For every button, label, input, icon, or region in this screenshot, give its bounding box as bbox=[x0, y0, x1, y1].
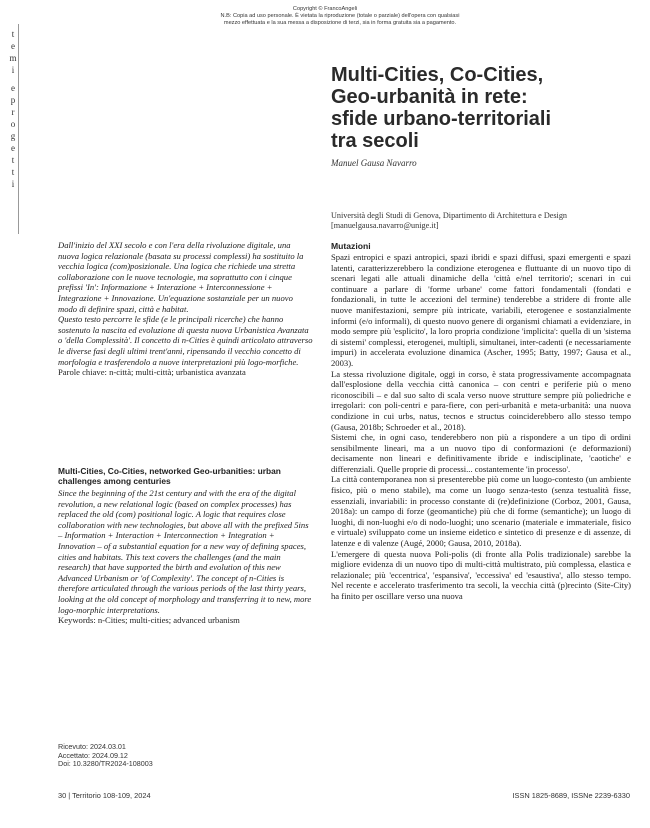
abstract-italian bbox=[58, 240, 313, 378]
body-paragraph: Spazi entropici e spazi antropici, spazi ibridi e spazi diffusi, spazi emergenti e spazi latenti, caratterizzerebbero la condizione eterogenea e fluttuante di un nuovo tipo di scenari legati alle attuali dinamiche della 'città e/nel territorio'; scenari in cui continuare a parlare di 'forme urbane' come fattori fondamentali (fondati e fondazionali, in tutte le accezioni del termine) tenderebbe a stridere di fronte alle nuove manifestazioni, sempre più intricate, variabili, eterogenee e sostanzialmente informi (e/o informali), di questo nuovo genere di organismi chiamati a evidenziare, in modo sempre più 'esplicito', la loro propria condizione 'implicita': quella di un 'sistema di sistemi' complessi, eterogenei, multipli, simultanei, inter-cadenti (e necessariamente impuri) in accelerata evoluzione dinamica (Ascher, 1995; Batty, 1997; Gausa et al., 2003). bbox=[331, 252, 631, 368]
copyright-notice bbox=[0, 6, 650, 27]
section-label-letter: t bbox=[11, 167, 15, 177]
section-divider bbox=[18, 24, 19, 234]
section-label-letter: e bbox=[11, 41, 15, 51]
section-label-letter: p bbox=[10, 95, 16, 105]
abstract-paragraph: Since the beginning of the 21st century and with the era of the digital revolution, a new relational logic (based on complex processes) has replaced the old (com) positional logic. A logic that requires close collaboration with new technologies, but above all with the prefixed 5ins – Information + Interaction + Interconnection + Integration + Innovation – of a substantial equation for a new way of defining spaces, cities and habitats. This text covers the challenges (and the main research) that have supported the birth and evolution of this new Advanced Urbanism or 'of Complexity'. The concept of n-Cities is therefore articulated through the various periods of the last thirty years, looking at the old concept of morphology and transferring it to new, more logo-morphic interpretations. bbox=[58, 488, 312, 615]
body-paragraph: Sistemi che, in ogni caso, tenderebbero non più a rispondere a un tipo di ordini sensibilmente lineari, ma a un nuovo tipo di conformazioni (e deformazioni) decisamente non lineari e definitivamente ibride e indisciplinate, 'caotiche' e differenziali. Quelle proprie di processi... costantemente 'in processo'. bbox=[331, 432, 631, 474]
footer-page-info: 30 | Territorio 108-109, 2024 bbox=[58, 791, 151, 800]
accepted-date: Accettato: 2024.09.12 bbox=[58, 750, 128, 760]
affiliation-institution: Università degli Studi di Genova, Dipartimento di Architettura e Design bbox=[331, 211, 568, 220]
abstract-paragraph: Dall'inizio del XXI secolo e con l'era della rivoluzione digitale, una nuova logica relazionale (basata su processi complessi) ha sostituito la vecchia logica (com)posizionale. Una logica che richiede una stretta collaborazione con le nuove tecnologie, ma soprattutto con i cinque prefissi 'In': Informazione + Interazione + Interconnessione + Integrazione + Innovazione. Un'equazione sostanziale per un nuovo modo di definire spazi, città e habitat. bbox=[58, 240, 304, 314]
received-date: Ricevuto: 2024.03.01 bbox=[58, 742, 126, 751]
article-dates bbox=[58, 743, 153, 769]
section-label-letter: i bbox=[11, 65, 15, 75]
copyright-line: Copyright © FrancoAngeli bbox=[292, 6, 358, 12]
keywords-italian: Parole chiave: n-città; multi-città; urbanistica avanzata bbox=[58, 367, 246, 378]
section-label-letter: g bbox=[10, 131, 16, 141]
section-heading: Mutazioni bbox=[331, 241, 371, 251]
doi[interactable]: Doi: 10.3280/TR2024-108003 bbox=[58, 759, 153, 769]
section-label-letter: i bbox=[11, 179, 15, 189]
abstract-paragraph: Questo testo percorre le sfide (e le principali ricerche) che hanno sostenuto la nascita ed evoluzione di questa nuova Urbanistica Avanzata o 'della Complessità'. Il concetto di n-Cities è quindi articolato attraverso le diverse fasi degli ultimi trent'anni, ripensando il vecchio concetto di morfologia e trasferendolo a nuove interpretazioni più logo-morfiche. bbox=[58, 314, 313, 367]
footer-issn: ISSN 1825-8689, ISSNe 2239-6330 bbox=[512, 791, 630, 800]
copyright-note-line: mezzo effettuata e la sua messa a disposizione di terzi, sia in forma gratuita sia a pagamento. bbox=[223, 20, 457, 26]
section-label-letter: m bbox=[9, 53, 17, 63]
title-line: sfide urbano-territoriali bbox=[331, 108, 552, 130]
copyright-note-line: N.B: Copia ad uso personale. È vietata la riproduzione (totale o parziale) dell'opera con qualsiasi bbox=[220, 13, 460, 19]
article-author: Manuel Gausa Navarro bbox=[331, 158, 417, 168]
english-abstract-title: Multi-Cities, Co-Cities, networked Geo-urbanities: urban challenges among centuries bbox=[58, 466, 281, 487]
section-label-letter: e bbox=[11, 83, 15, 93]
keywords-english: Keywords: n-Cities; multi-cities; advanced urbanism bbox=[58, 615, 240, 626]
title-line: Multi-Cities, Co-Cities, bbox=[331, 64, 544, 86]
section-label-letter: o bbox=[10, 119, 16, 129]
body-paragraph: La stessa rivoluzione digitale, oggi in corso, è stata progressivamente accompagnata dall'esplosione della vecchia città canonica – con centri e periferie più o meno riconoscibili – e dal suo salto di scala verso nuove strutture sempre più poliedriche e irregolari: con poli-centri e para-fiere, con peri-urbanità e meta-urbanità: una nuova condizione in cui urbs, natus, tecnos e structus coinciderebbero allo stesso tempo (Gausa, 2018b; Schroeder et al., 2018). bbox=[331, 368, 631, 432]
body-paragraph: La città contemporanea non si presenterebbe più come un luogo-contesto (un ambiente fisico, più o meno stabile), ma come un luogo senza-testo (senza testualità fisse, essenziali, invariabili: in processo constante di (re)definizione (Corboz, 2001, Gausa, 2018a): un campo di forze (geomantiche) più che di forme (semantiche); un luogo di luoghi, di non-luoghi e/o di nodo-luoghi; uno scenario (materiale e immateriale, fisico e virtuale) sviluppato come un insieme eidetico e sintetico di presenze e di assenze, di latenze e di valenze (Augé, 2000; Gausa, 2010, 2018a). bbox=[331, 474, 631, 549]
affiliation-email: [manuelgausa.navarro@unige.it] bbox=[331, 221, 439, 230]
body-paragraph: L'emergere di questa nuova Poli-polis (di fronte alla Polis tradizionale) sarebbe la migliore evidenza di un nuovo tipo di multi-città multistrato, più complessa, elastica e relazionale; più 'eccentrica', 'espansiva', 'eccessiva' ed 'esaustiva', allo stesso tempo. Nel recente e accelerato trasferimento tra secoli, la vecchia città (p)recinto (Site-City) ha finito per oscillare verso una nuova bbox=[331, 548, 631, 601]
section-label-letter: t bbox=[11, 155, 15, 165]
article-title bbox=[331, 64, 631, 152]
author-affiliation bbox=[331, 211, 631, 231]
main-text-column bbox=[331, 241, 631, 602]
abstract-english bbox=[58, 488, 313, 626]
title-line: Geo-urbanità in rete: bbox=[331, 86, 528, 108]
section-label-letter: t bbox=[11, 29, 15, 39]
section-label-vertical bbox=[8, 28, 18, 190]
section-label-letter: e bbox=[11, 143, 15, 153]
section-label-letter: r bbox=[11, 107, 15, 117]
title-line: tra secoli bbox=[331, 130, 419, 152]
